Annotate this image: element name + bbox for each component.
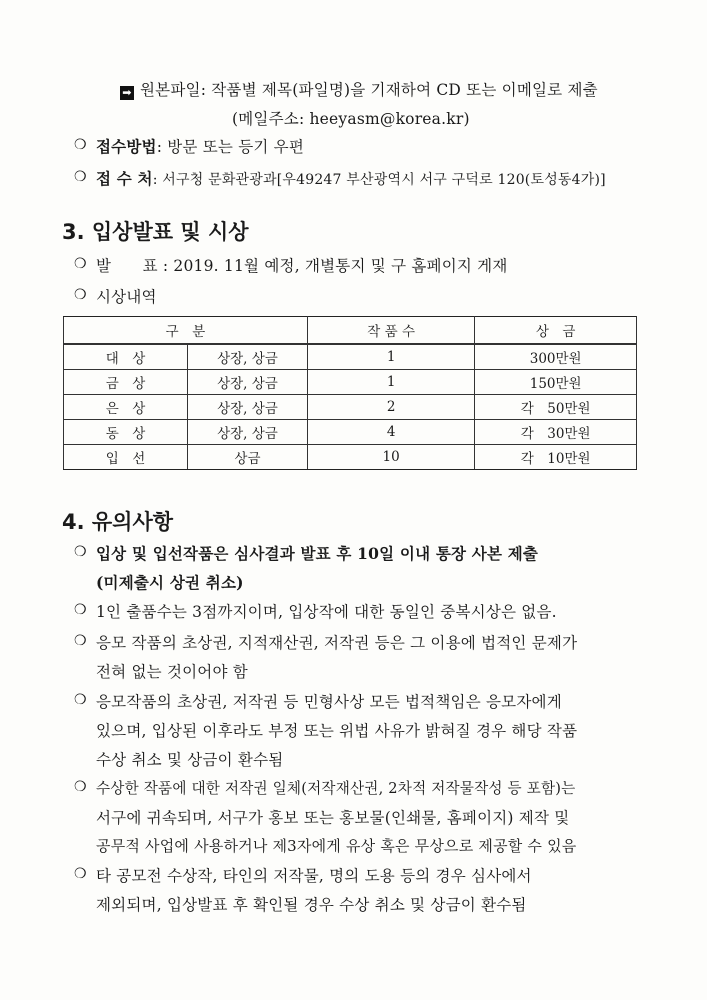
rank-cell: 입 선 (64, 445, 188, 470)
arrow-box-icon: ➡ (120, 86, 134, 100)
notice-line: 타 공모전 수상작, 타인의 저작물, 명의 도용 등의 경우 심사에서 (96, 867, 532, 885)
header-category: 구 분 (64, 317, 308, 345)
notice-line: 전혀 없는 것이어야 함 (96, 663, 248, 681)
count-cell: 1 (307, 344, 474, 370)
rank-cell: 대 상 (64, 344, 188, 370)
circle-bullet-icon: ❍ (74, 633, 87, 649)
circle-bullet-icon: ❍ (74, 866, 87, 882)
prize-table-header (64, 317, 637, 345)
circle-bullet-icon: ❍ (74, 779, 87, 795)
prize-cell: 각 10만원 (475, 445, 637, 470)
table-row (64, 344, 637, 370)
prize-cell: 각 50만원 (475, 395, 637, 420)
email-line: (메일주소: heeyasm@korea.kr) (232, 110, 470, 128)
table-row (64, 420, 637, 445)
award-cell: 상장, 상금 (187, 370, 307, 395)
count-cell: 2 (307, 395, 474, 420)
original-file-line (120, 78, 598, 100)
award-cell: 상장, 상금 (187, 420, 307, 445)
section3-title: 3. 입상발표 및 시상 (62, 220, 249, 244)
prize-cell: 300만원 (475, 344, 637, 370)
place-value: : 서구청 문화관광과[우49247 부산광역시 서구 구덕로 120(토성동4가)] (152, 172, 606, 188)
original-file-text: 원본파일: 작품별 제목(파일명)을 기재하여 CD 또는 이메일로 제출 (140, 81, 598, 99)
notice-line: 있으며, 입상된 이후라도 부정 또는 위법 사유가 밝혀질 경우 해당 작품 (96, 722, 578, 740)
prize-cell: 150만원 (475, 370, 637, 395)
awards-label: 시상내역 (96, 288, 157, 306)
method-value: : 방문 또는 등기 우편 (156, 138, 305, 156)
notice-line: 1인 출품수는 3점까지이며, 입상작에 대한 동일인 중복시상은 없음. (96, 603, 557, 621)
count-cell: 10 (307, 445, 474, 470)
place-line (96, 167, 606, 189)
count-cell: 1 (307, 370, 474, 395)
count-cell: 4 (307, 420, 474, 445)
award-cell: 상장, 상금 (187, 395, 307, 420)
circle-bullet-icon: ❍ (74, 602, 87, 618)
award-cell: 상장, 상금 (187, 344, 307, 370)
award-cell: 상금 (187, 445, 307, 470)
place-label: 접 수 처 (96, 169, 153, 188)
notice-line: 공무적 사업에 사용하거나 제3자에게 유상 혹은 무상으로 제공할 수 있음 (96, 837, 577, 855)
rank-cell: 동 상 (64, 420, 188, 445)
notice-line: 수상 취소 및 상금이 환수됨 (96, 751, 284, 769)
rank-cell: 금 상 (64, 370, 188, 395)
circle-bullet-icon: ❍ (74, 256, 87, 272)
section4-title: 4. 유의사항 (62, 510, 174, 534)
rank-cell: 은 상 (64, 395, 188, 420)
circle-bullet-icon: ❍ (74, 137, 87, 153)
method-line (96, 135, 304, 157)
table-row (64, 395, 637, 420)
method-label: 접수방법 (96, 137, 157, 156)
prize-cell: 각 30만원 (475, 420, 637, 445)
notice-line: 서구에 귀속되며, 서구가 홍보 또는 홍보물(인쇄물, 홈페이지) 제작 및 (96, 809, 570, 827)
notice-line: (미제출시 상권 취소) (96, 573, 244, 592)
table-row (64, 370, 637, 395)
header-count: 작 품 수 (307, 317, 474, 345)
notice-line: 입상 및 입선작품은 심사결과 발표 후 10일 이내 통장 사본 제출 (96, 544, 539, 563)
circle-bullet-icon: ❍ (74, 692, 87, 708)
circle-bullet-icon: ❍ (74, 544, 87, 560)
circle-bullet-icon: ❍ (74, 287, 87, 303)
prize-table (63, 316, 637, 470)
circle-bullet-icon: ❍ (74, 169, 87, 185)
notice-line: 수상한 작품에 대한 저작권 일체(저작재산권, 2차적 저작물작성 등 포함)는 (96, 780, 576, 797)
notice-line: 응모작품의 초상권, 저작권 등 민형사상 모든 법적책임은 응모자에게 (96, 693, 562, 711)
notice-line: 응모 작품의 초상권, 지적재산권, 저작권 등은 그 이용에 법적인 문제가 (96, 634, 578, 652)
notice-line: 제외되며, 입상발표 후 확인될 경우 수상 취소 및 상금이 환수됨 (96, 896, 527, 914)
table-row (64, 445, 637, 470)
header-prize: 상 금 (475, 317, 637, 345)
announce-line: 발 표 : 2019. 11월 예정, 개별통지 및 구 홈페이지 게재 (96, 257, 508, 275)
